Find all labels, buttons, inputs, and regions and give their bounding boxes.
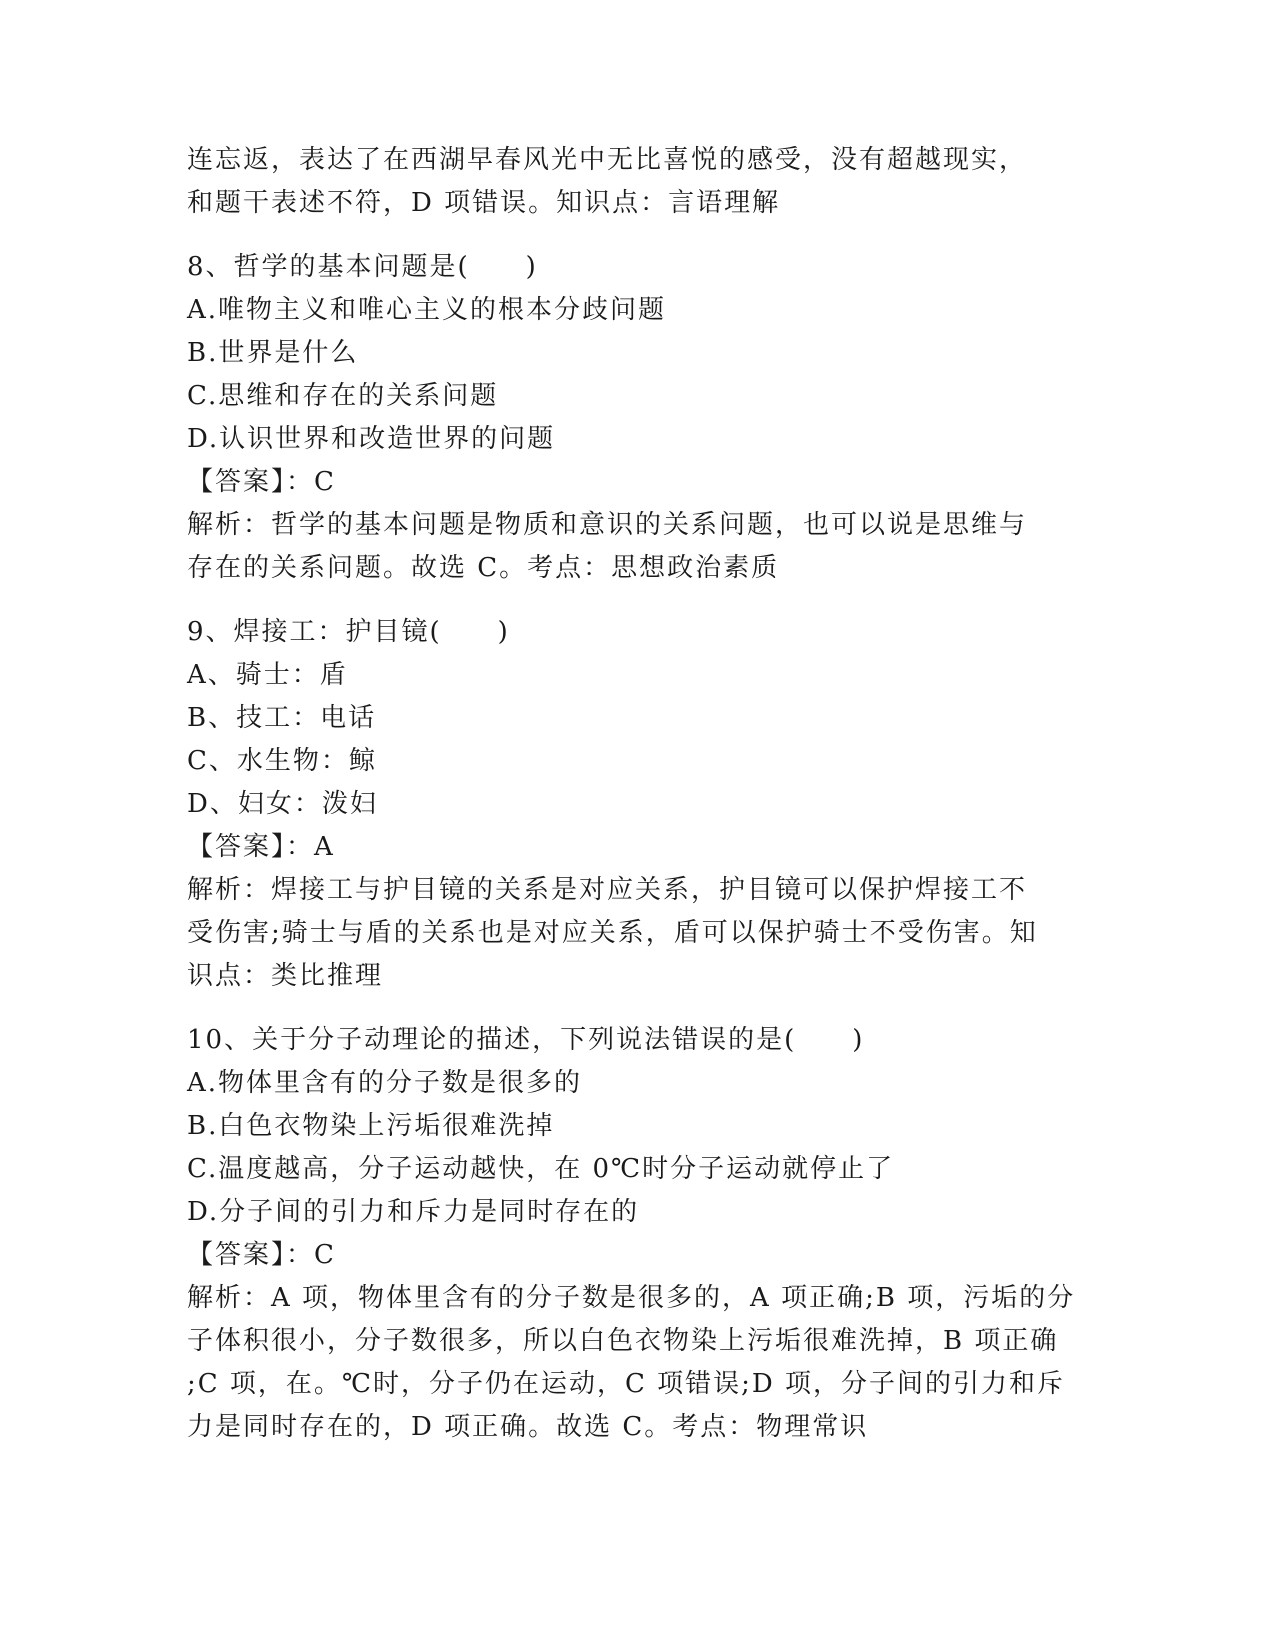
answer-line: 【答案】：C [187,467,336,497]
option-c: C.思维和存在的关系问题 [187,381,499,411]
intro-line: 和题干表述不符，D 项错误。知识点：言语理解 [187,188,781,218]
analysis-line: 子体积很小，分子数很多，所以白色衣物染上污垢很难洗掉，B 项正确 [187,1326,1059,1356]
option-c: C、水生物：鲸 [187,746,377,776]
option-b: B.世界是什么 [187,338,359,368]
question-stem: 10、关于分子动理论的描述，下列说法错误的是( ) [187,1025,865,1055]
option-a: A.物体里含有的分子数是很多的 [187,1068,583,1098]
analysis-line: 力是同时存在的，D 项正确。故选 C。考点：物理常识 [187,1412,869,1442]
option-d: D.认识世界和改造世界的问题 [187,424,556,454]
document-page [187,139,1087,1449]
analysis-line: 存在的关系问题。故选 C。考点：思想政治素质 [187,553,780,583]
analysis-line: 解析：焊接工与护目镜的关系是对应关系，护目镜可以保护焊接工不 [187,875,1028,905]
analysis-line: 受伤害;骑士与盾的关系也是对应关系，盾可以保护骑士不受伤害。知 [187,918,1038,948]
option-b: B、技工：电话 [187,703,377,733]
intro-line: 连忘返，表达了在西湖早春风光中无比喜悦的感受，没有超越现实， [187,145,1028,175]
analysis-line: ;C 项，在。℃时，分子仍在运动，C 项错误;D 项，分子间的引力和斥 [187,1369,1066,1399]
option-d: D.分子间的引力和斥力是同时存在的 [187,1197,640,1227]
answer-line: 【答案】：A [187,832,335,862]
question-stem: 8、哲学的基本问题是( ) [187,252,538,282]
question-10 [187,1019,1087,1449]
option-a: A、骑士：盾 [187,660,348,690]
question-stem: 9、焊接工：护目镜( ) [187,617,510,647]
intro-block [187,139,1087,225]
option-b: B.白色衣物染上污垢很难洗掉 [187,1111,555,1141]
answer-line: 【答案】：C [187,1240,336,1270]
option-d: D、妇女：泼妇 [187,789,378,819]
analysis-line: 解析：哲学的基本问题是物质和意识的关系问题，也可以说是思维与 [187,510,1028,540]
analysis-line: 识点：类比推理 [187,961,384,991]
question-8 [187,246,1087,590]
analysis-line: 解析：A 项，物体里含有的分子数是很多的，A 项正确;B 项，污垢的分 [187,1283,1076,1313]
option-c: C.温度越高，分子运动越快，在 0℃时分子运动就停止了 [187,1154,895,1184]
question-9 [187,611,1087,998]
option-a: A.唯物主义和唯心主义的根本分歧问题 [187,295,667,325]
